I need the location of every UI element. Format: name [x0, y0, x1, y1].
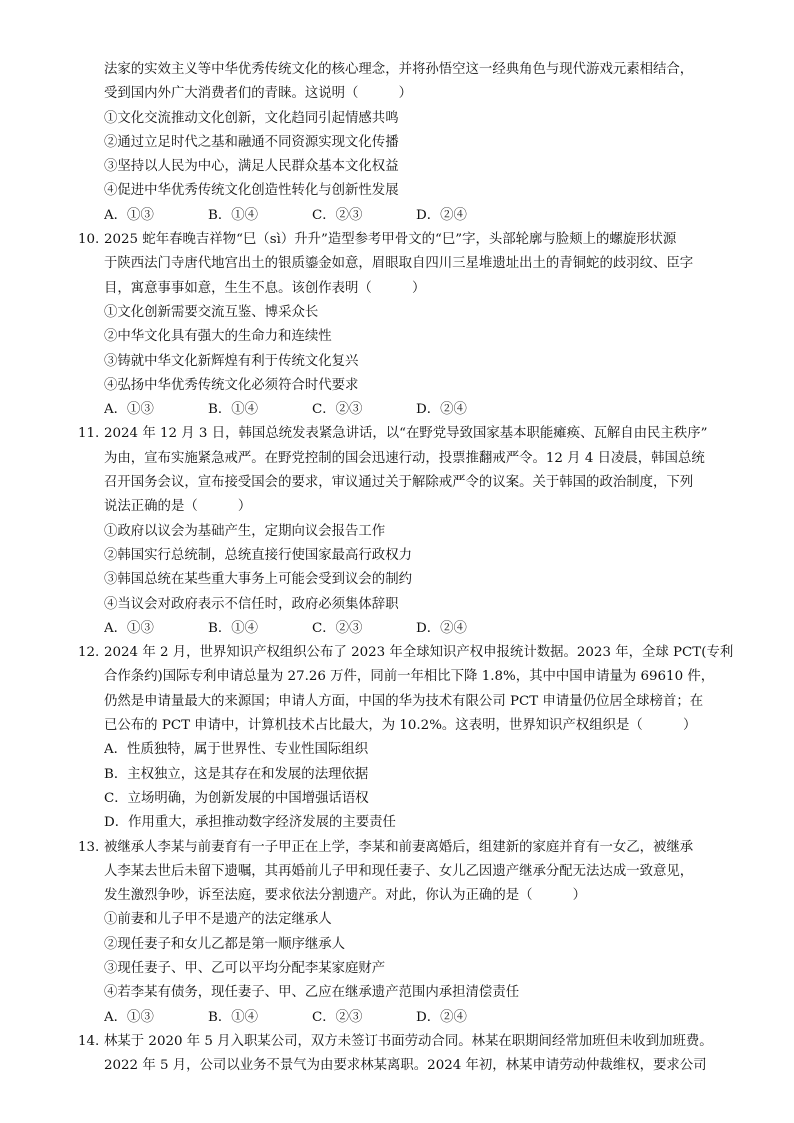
answer-choices	[104, 617, 736, 641]
option-statement: ①文化创新需要交流互鉴、博采众长	[104, 304, 319, 320]
choice-b: B．①④	[208, 620, 259, 636]
question-number: 11.	[78, 426, 100, 442]
answer-option: D．作用重大，承担推动数字经济发展的主要责任	[104, 815, 396, 831]
option-statement: ②现任妻子和女儿乙都是第一顺序继承人	[104, 936, 346, 952]
choice-a: A．①③	[104, 207, 154, 223]
answer-option: B．主权独立，这是其存在和发展的法理依据	[104, 766, 369, 782]
choice-a: A．①③	[104, 1009, 154, 1025]
stem-line: 召开国务会议，宣布接受国会的要求，审议通过关于解除戒严令的议案。关于韩国的政治制度，下列	[104, 475, 694, 491]
choice-b: B．①④	[208, 1009, 259, 1025]
option-statement: ①前妻和儿子甲不是遗产的法定继承人	[104, 912, 332, 928]
question-number: 12.	[78, 645, 100, 661]
option-statement: ①文化交流推动文化创新，文化趋同引起情感共鸣	[104, 110, 399, 126]
stem-line: 已公布的 PCT 申请中，计算机技术占比最大，为 10.2%。这表明，世界知识产权组织是（ ）	[104, 718, 697, 734]
option-statement: ②通过立足时代之基和融通不同资源实现文化传播	[104, 134, 399, 150]
choice-b: B．①④	[208, 207, 259, 223]
stem-line: 说法正确的是（ ）	[104, 499, 252, 515]
option-statement: ②韩国实行总统制，总统直接行使国家最高行政权力	[104, 547, 412, 563]
stem-line: 目，寓意事事如意，生生不息。该创作表明（ ）	[104, 280, 426, 296]
option-statement: ④当议会对政府表示不信任时，政府必须集体辞职	[104, 596, 399, 612]
option-statement: ①政府以议会为基础产生，定期向议会报告工作	[104, 523, 386, 539]
option-statement: ④若李某有债务，现任妻子、甲、乙应在继承遗产范围内承担清偿责任	[104, 985, 520, 1001]
stem-line: 仍然是申请量最大的来源国；申请人方面，中国的华为技术有限公司 PCT 申请量仍位居全球榜首；在	[104, 693, 704, 709]
choice-d: D．②④	[416, 402, 467, 418]
option-statement: ③韩国总统在某些重大事务上可能会受到议会的制约	[104, 572, 412, 588]
option-statement: ③坚持以人民为中心，满足人民群众基本文化权益	[104, 159, 399, 175]
question-number: 14.	[78, 1033, 100, 1049]
question-9-continuation	[104, 58, 736, 228]
stem-line: 2022 年 5 月，公司以业务不景气为由要求林某离职。2024 年初，林某申请劳动仲裁维权，要求公司	[104, 1058, 707, 1074]
choice-d: D．②④	[416, 620, 467, 636]
stem-line: 林某于 2020 年 5 月入职某公司，双方未签订书面劳动合同。林某在职期间经常加班但未收到加班费。	[104, 1033, 713, 1049]
question-number: 13.	[78, 839, 100, 855]
option-statement: ④促进中华优秀传统文化创造性转化与创新性发展	[104, 183, 399, 199]
answer-option: C．立场明确，为创新发展的中国增强话语权	[104, 790, 369, 806]
stem-line: 被继承人李某与前妻育有一子甲正在上学，李某和前妻离婚后，组建新的家庭并育有一女乙，被继承	[104, 839, 694, 855]
stem-line: 为由，宣布实施紧急戒严。在野党控制的国会迅速行动，投票推翻戒严令。12 月 4 日凌晨，韩国总统	[104, 450, 705, 466]
stem-line: 合作条约)国际专利申请总量为 27.26 万件，同前一年相比下降 1.8%，其中中国申请量为 69610 件，	[104, 669, 715, 685]
answer-option: A．性质独特，属于世界性、专业性国际组织	[104, 742, 369, 758]
stem-line: 2025 蛇年春晚吉祥物“巳（sì）升升”造型参考甲骨文的“巳”字，头部轮廓与脸颊上的螺旋形状源	[104, 232, 677, 248]
choice-c: C．②③	[312, 207, 363, 223]
answer-choices	[104, 1006, 736, 1030]
option-statement: ③铸就中华文化新辉煌有利于传统文化复兴	[104, 353, 359, 369]
option-statement: ④弘扬中华优秀传统文化必须符合时代要求	[104, 377, 359, 393]
choice-a: A．①③	[104, 620, 154, 636]
stem-line: 人李某去世后未留下遗嘱，其再婚前儿子甲和现任妻子、女儿乙因遗产继承分配无法达成一致意见，	[104, 863, 694, 879]
text-line: 法家的实效主义等中华优秀传统文化的核心理念，并将孙悟空这一经典角色与现代游戏元素相结合，	[104, 62, 694, 77]
choice-c: C．②③	[312, 1009, 363, 1025]
choice-d: D．②④	[416, 207, 467, 223]
choice-b: B．①④	[208, 402, 259, 418]
question-number: 10.	[78, 232, 100, 248]
page-content	[78, 58, 736, 1078]
choice-c: C．②③	[312, 620, 363, 636]
question-10	[78, 228, 736, 422]
text-line: 受到国内外广大消费者们的青睐。这说明（ ）	[104, 86, 412, 102]
choice-d: D．②④	[416, 1009, 467, 1025]
stem-line: 发生激烈争吵，诉至法庭，要求依法分割遗产。对此，你认为正确的是（ ）	[104, 888, 587, 904]
answer-choices	[104, 204, 736, 228]
question-14	[78, 1030, 736, 1079]
option-statement: ②中华文化具有强大的生命力和连续性	[104, 329, 332, 345]
stem-line: 2024 年 12 月 3 日，韩国总统发表紧急讲话，以“在野党导致国家基本职能瘫痪、瓦解自由民主秩序”	[104, 426, 708, 442]
choice-a: A．①③	[104, 402, 154, 418]
stem-line: 于陕西法门寺唐代地宫出土的银质鎏金如意，眉眼取自四川三星堆遗址出土的青铜蛇的歧羽纹、臣字	[104, 256, 694, 272]
question-11	[78, 422, 736, 641]
question-12	[78, 641, 736, 835]
option-statement: ③现任妻子、甲、乙可以平均分配李某家庭财产	[104, 960, 386, 976]
choice-c: C．②③	[312, 402, 363, 418]
answer-choices	[104, 398, 736, 422]
stem-line: 2024 年 2 月，世界知识产权组织公布了 2023 年全球知识产权申报统计数据。2023 年，全球 PCT(专利	[104, 645, 734, 661]
question-13	[78, 836, 736, 1030]
